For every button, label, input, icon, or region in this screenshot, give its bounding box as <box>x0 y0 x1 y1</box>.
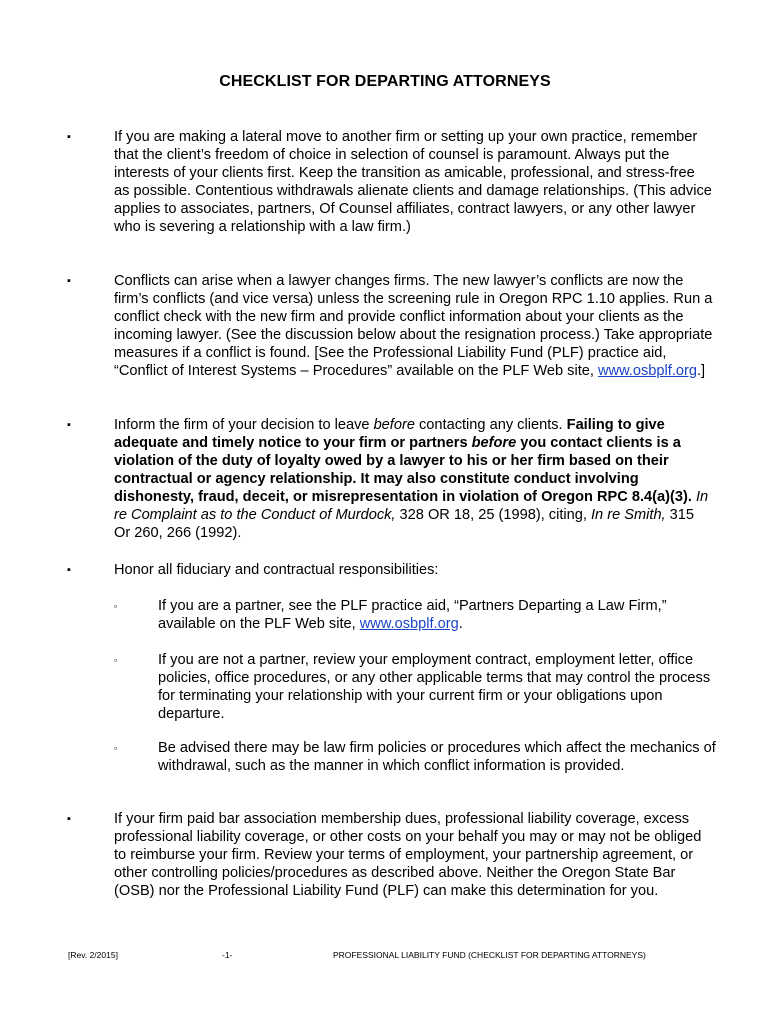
warning-text: you contact clients is a violation of the duty of loyalty owed by a lawyer to his or her firm based on their contractual or agency relationship. It may also constitute conduct involving dishonesty, fraud, deceit, or misrepresentation in violation of Oregon RPC 8.4(a)(3). <box>114 435 692 505</box>
emphasis-before: before <box>373 417 415 433</box>
page-title: CHECKLIST FOR DEPARTING ATTORNEYS <box>219 73 551 90</box>
item-text: If you are making a lateral move to another firm or setting up your own practice, remember that the client’s freedom of choice in selection of counsel is paramount. Always put the interests of your clients first. Keep the transition as amicable, professional, and stress-free as possible. Contentious withdrawals alienate clients and damage relationships. (This advice applies to associates, partners, Of Counsel affiliates, contract lawyers, or any other lawyer who is severing a relationship with a law firm.) <box>114 129 712 235</box>
bullet-icon: ▪ <box>67 813 71 825</box>
item-text <box>114 416 714 542</box>
plf-website-link[interactable]: www.osbplf.org <box>359 616 459 632</box>
text-segment: contacting any clients. <box>414 417 567 433</box>
text-segment: 315 Or 260, 266 (1992). <box>114 507 695 541</box>
sub-bullet-icon: ▫ <box>114 655 118 665</box>
footer-page-number: -1- <box>222 950 233 960</box>
item-text-after-link: .] <box>696 363 706 379</box>
item-text <box>114 272 714 380</box>
footer-revision: [Rev. 2/2015] <box>68 950 118 960</box>
sub-bullet-icon: ▫ <box>114 601 118 611</box>
item-text-before-link: Conflicts can arise when a lawyer changes firms. The new lawyer’s conflicts are now the firm’s conflicts (and vice versa) unless the screening rule in Oregon RPC 1.10 applies. Run a conflict check with the new firm and provide conflict information about your clients as the incoming lawyer. (See the discussion below about the resignation process.) Take appropriate measures if a conflict is found. [See the Professional Liability Fund (PLF) practice aid, “Conflict of Interest Systems – Procedures” available on the PLF Web site, <box>114 273 713 379</box>
sub-item-text: If you are not a partner, review your employment contract, employment letter, office policies, office procedures, or any other applicable terms that may control the process for terminating your relationship with your current firm or your obligations upon departure. <box>158 652 711 722</box>
bullet-icon: ▪ <box>67 275 71 287</box>
bullet-icon: ▪ <box>67 419 71 431</box>
text-segment: Inform the firm of your decision to leave <box>114 417 374 433</box>
sub-item-text <box>158 597 718 633</box>
case-citation-smith: In re Smith, <box>591 507 666 523</box>
bullet-icon: ▪ <box>67 131 71 143</box>
warning-emphasis-before: before <box>471 435 517 451</box>
item-text: If your firm paid bar association membership dues, professional liability coverage, excess professional liability coverage, or other costs on your behalf you may or may not be obliged to reimburse your firm. Review your terms of employment, your partnership agreement, or other controlling policies/procedures as described above. Neither the Oregon State Bar (OSB) nor the Professional Liability Fund (PLF) can make this determination for you. <box>114 811 702 899</box>
bullet-icon: ▪ <box>67 564 71 576</box>
case-citation-murdock: In re Complaint as to the Conduct of Murdock, <box>114 489 709 523</box>
sub-item-text-before-link: If you are a partner, see the PLF practice aid, “Partners Departing a Law Firm,” available on the PLF Web site, <box>158 598 667 632</box>
sub-item-text: Be advised there may be law firm policies or procedures which affect the mechanics of withdrawal, such as the manner in which conflict information is provided. <box>158 740 716 774</box>
sub-item-text-after-link: . <box>458 616 463 632</box>
warning-text: Failing to give adequate and timely notice to your firm or partners <box>114 417 665 451</box>
sub-bullet-icon: ▫ <box>114 743 118 753</box>
footer-source: PROFESSIONAL LIABILITY FUND (CHECKLIST FOR DEPARTING ATTORNEYS) <box>333 950 646 960</box>
plf-website-link[interactable]: www.osbplf.org <box>597 363 697 379</box>
item-text: Honor all fiduciary and contractual responsibilities: <box>114 562 439 578</box>
text-segment: 328 OR 18, 25 (1998), citing, <box>395 507 591 523</box>
